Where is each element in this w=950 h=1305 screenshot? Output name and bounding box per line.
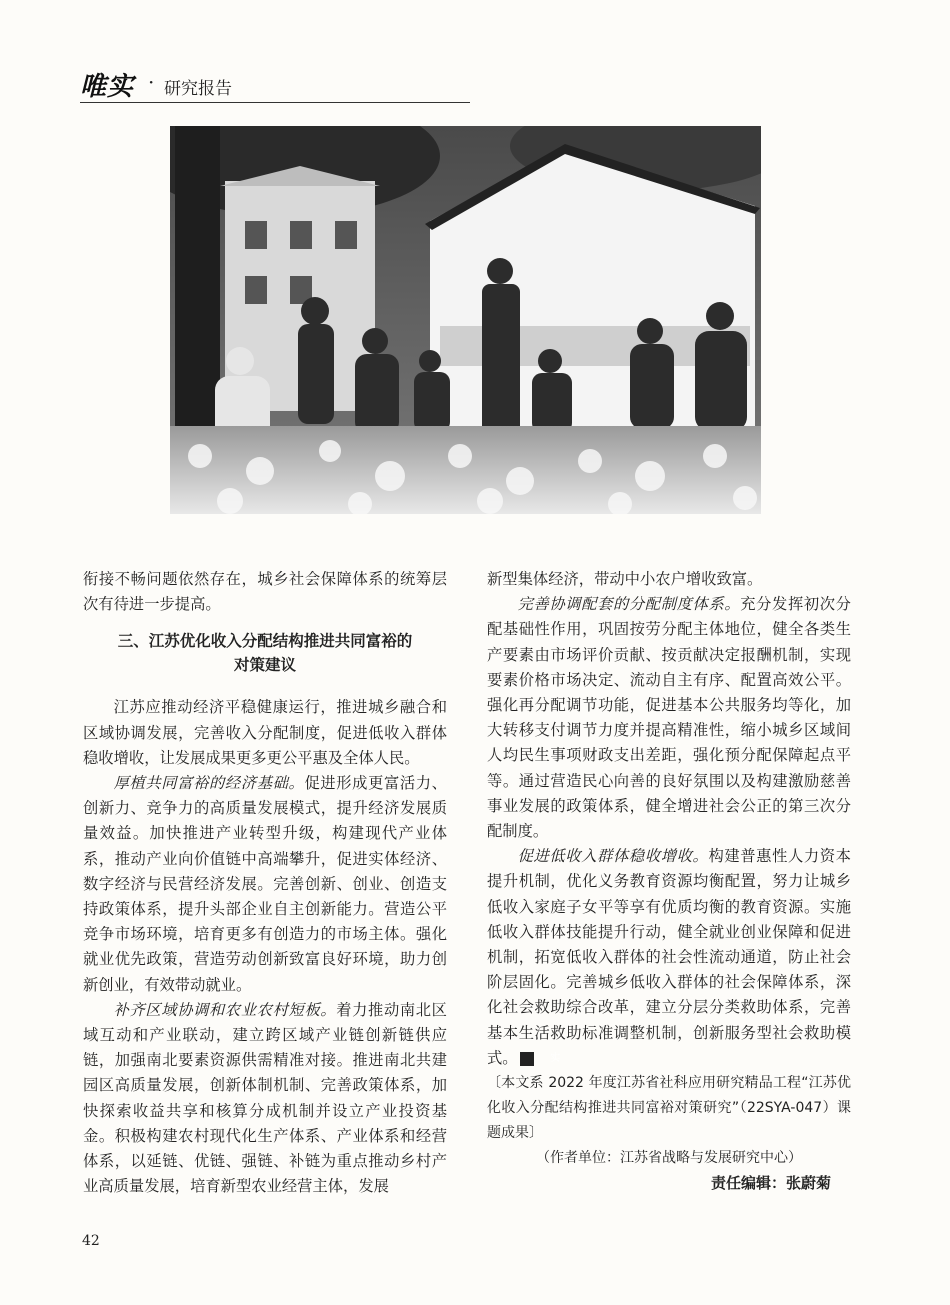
section-heading [83, 629, 447, 677]
article-photo [170, 126, 761, 514]
page-header [80, 62, 470, 106]
paragraph: 江苏应推动经济平稳健康运行，推进城乡融合和区域协调发展，完善收入分配制度，促进低收入群体稳收增收，让发展成果更多更公平惠及全体人民。 [83, 698, 447, 767]
paragraph [83, 998, 447, 1200]
paragraph [487, 844, 851, 1071]
author-affiliation: （作者单位：江苏省战略与发展研究中心） [536, 1150, 802, 1167]
page-number: 42 [82, 1233, 100, 1249]
paragraph: 新型集体经济，带动中小农户增收致富。 [487, 570, 763, 588]
paragraph-body: 促进形成更富活力、创新力、竞争力的高质量发展模式，提升经济发展质量效益。加快推进产业转型升级，构建现代产业体系，推动产业向价值链中高端攀升，促进实体经济、数字经济与民营经济发展。完善创新、创业、创造支持政策体系，提升头部企业自主创新能力。营造公平竞争市场环境，培育更多有创造力的市场主体。强化就业优先政策，营造劳动创新致富良好环境，助力创新创业，有效带动就业。 [83, 774, 447, 994]
paragraph [83, 771, 447, 998]
section-title: 研究报告 [164, 79, 232, 99]
paragraph-body: 着力推动南北区域互动和产业联动，建立跨区域产业链创新链供应链，加强南北要素资源供需精准对接。推进南北共建园区高质量发展，创新体制机制、完善政策体系，加快探索收益共享和核算分成机制并设立产业投资基金。积极构建农村现代化生产体系、产业体系和经营体系，以延链、优链、强链、补链为重点推动乡村产业高质量发展，培育新型农业经营主体，发展 [83, 1000, 447, 1196]
paragraph-body: 构建普惠性人力资本提升机制，优化义务教育资源均衡配置，努力让城乡低收入家庭子女平等享有优质均衡的教育资源。实施低收入群体技能提升行动，健全就业创业保障和促进机制，拓宽低收入群体的社会性流动通道，防止社会阶层固化。完善城乡低收入群体的社会保障体系，深化社会救助综合改革，建立分层分类救助体系，完善基本生活救助标准调整机制，创新服务型社会救助模式。 [487, 847, 851, 1067]
left-column [83, 567, 447, 1199]
magazine-logo: 唯实 [80, 72, 135, 102]
header-rule [80, 102, 470, 103]
photo-icon [170, 126, 761, 514]
heading-line: 对策建议 [233, 656, 296, 675]
header-separator: · [148, 70, 155, 94]
paragraph: 衔接不畅问题依然存在，城乡社会保障体系的统筹层次有待进一步提高。 [83, 570, 447, 614]
right-column [487, 567, 851, 1196]
paragraph-body: 充分发挥初次分配基础性作用，巩固按劳分配主体地位，健全各类生产要素由市场评价贡献、按贡献决定报酬机制，实现要素价格市场决定、流动自主有序、配置高效公平。强化再分配调节功能，促进基本公共服务均等化，加大转移支付调节力度并提高精准性，缩小城乡区域间人均民生事项财政支出差距，强化预分配保障起点平等。通过营造民心向善的良好氛围以及构建激励慈善事业发展的政策体系，健全增进社会公正的第三次分配制度。 [487, 595, 851, 841]
responsible-editor: 责任编辑：张蔚菊 [710, 1174, 831, 1193]
paragraph-lead: 促进低收入群体稳收增收。 [517, 847, 709, 866]
paragraph-lead: 补齐区域协调和农业农村短板。 [113, 1000, 337, 1019]
funding-note: 〔本文系 2022 年度江苏省社科应用研究精品工程“江苏优化收入分配结构推进共同富裕对策研究”（22SYA-047）课题成果〕 [487, 1075, 851, 1142]
paragraph-lead: 厚植共同富裕的经济基础。 [113, 774, 305, 793]
paragraph [487, 592, 851, 844]
end-mark-icon: 实 [520, 1052, 534, 1066]
heading-line: 三、江苏优化收入分配结构推进共同富裕的 [117, 632, 413, 651]
paragraph-lead: 完善协调配套的分配制度体系。 [517, 595, 741, 614]
